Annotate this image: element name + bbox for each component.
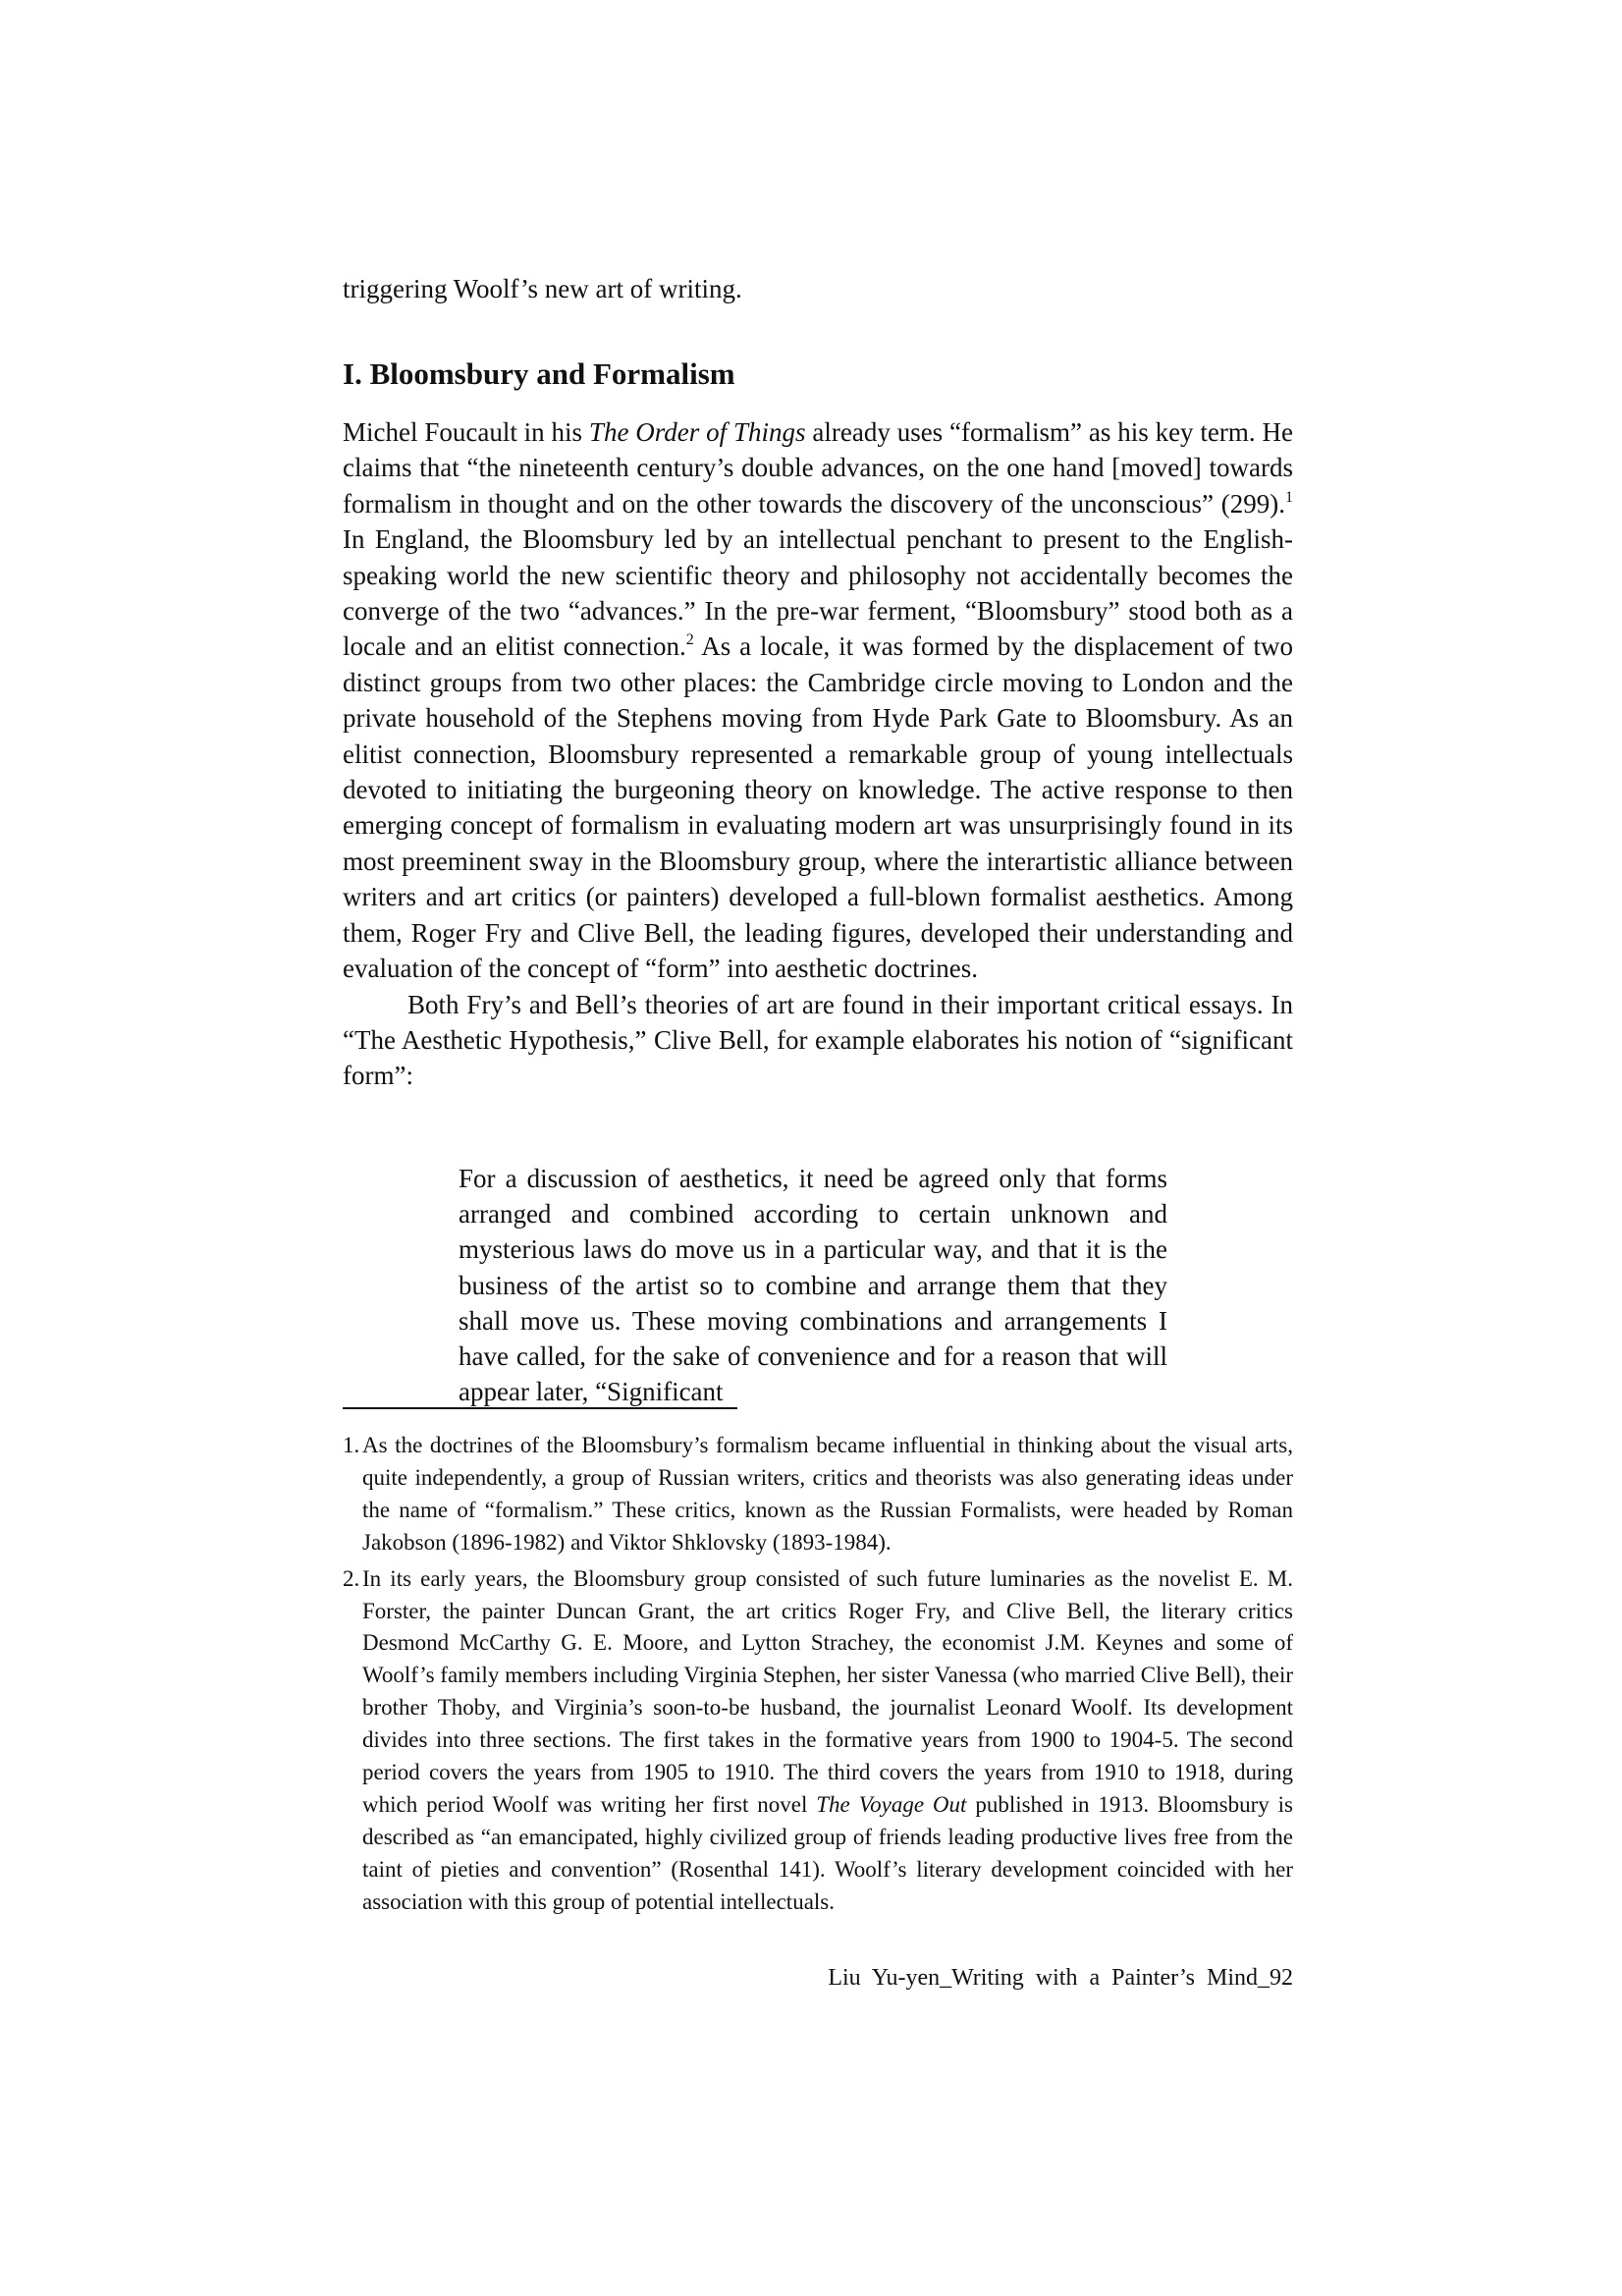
footnotes [343,1430,1293,1923]
paragraph-1-text-b: already uses “formalism” as his key term. He claims that “the nineteenth century’s double advances, on the one hand [moved] towards formalism in thought and on the other towards the discovery of the unconscious” (299). [343,417,1293,519]
footnote-divider [343,1407,737,1409]
footnote-2 [343,1563,1293,1919]
paragraph-1 [343,414,1293,987]
footnote-text-a: In its early years, the Bloomsbury group consisted of such future luminaries as the novelist E. M. Forster, the painter Duncan Grant, the art critics Roger Fry, and Clive Bell, the literary critics Desmond McCarthy G. E. Moore, and Lytton Strachey, the economist J.M. Keynes and some of Woolf’s family members including Virginia Stephen, her sister Vanessa (who married Clive Bell), their brother Thoby, and Virginia’s soon-to-be husband, the journalist Leonard Woolf. Its development divides into three sections. The first takes in the formative years from 1900 to 1904-5. The second period covers the years from 1905 to 1910. The third covers the years from 1910 to 1918, during which period Woolf was writing her first novel [362,1565,1293,1817]
paragraph-1-text-d: As a locale, it was formed by the displacement of two distinct groups from two other places: the Cambridge circle moving to London and the private household of the Stephens moving from Hyde Park Gate to Bloomsbury. As an elitist connection, Bloomsbury represented a remarkable group of young intellectuals devoted to initiating the burgeoning theory on knowledge. The active response to then emerging concept of formalism in evaluating modern art was unsurprisingly found in its most preeminent sway in the Bloomsbury group, where the interartistic alliance between writers and art critics (or painters) developed a full-blown formalist aesthetics. Among them, Roger Fry and Clive Bell, the leading figures, developed their understanding and evaluation of the concept of “form” into aesthetic doctrines. [343,631,1293,984]
footnote-1 [343,1430,1293,1559]
footnote-number: 2. [343,1565,360,1591]
block-quote: For a discussion of aesthetics, it need be agreed only that forms arranged and combined according to certain unknown and mysterious laws do move us in a particular way, and that it is the business of the artist so to combine and arrange them that they shall move us. These moving combinations and arrangements I have called, for the sake of convenience and for a reason that will appear later, “Significant [459,1164,1167,1407]
paragraph-2: Both Fry’s and Bell’s theories of art are found in their important critical essays. In “The Aesthetic Hypothesis,” Clive Bell, for example elaborates his notion of “significant form”: [343,989,1293,1091]
footnote-ref-1[interactable]: 1 [1285,488,1293,506]
book-title-order-of-things: The Order of Things [588,417,806,447]
paragraph-1-text-c: In England, the Bloomsbury led by an intellectual penchant to present to the English-speaking world the new scientific theory and philosophy not accidentally becomes the converge of the two “advances.” In the pre-war ferment, “Bloomsbury” stood both as a locale and an elitist connection. [343,524,1293,662]
footnote-text: As the doctrines of the Bloomsbury’s formalism became influential in thinking about the visual arts, quite independently, a group of Russian writers, critics and theorists was also generating ideas under the name of “formalism.” These critics, known as the Russian Formalists, were headed by Roman Jakobson (1896-1982) and Viktor Shklovsky (1893-1984). [362,1433,1293,1555]
footnote-ref-2[interactable]: 2 [685,631,694,649]
page [343,0,1293,2296]
section-heading: I. Bloomsbury and Formalism [343,356,735,391]
book-title-voyage-out: The Voyage Out [816,1791,967,1817]
carryover-line: triggering Woolf’s new art of writing. [343,274,742,303]
body-text [343,414,1293,1094]
footnote-number: 1. [343,1433,360,1457]
running-footer: Liu Yu-yen_Writing with a Painter’s Mind_92 [828,1965,1293,1991]
paragraph-1-text-a: Michel Foucault in his [343,417,589,447]
footnote-text-b: published in 1913. Bloomsbury is described as “an emancipated, highly civilized group of friends leading productive lives free from the taint of pieties and convention” (Rosenthal 141). Woolf’s literary development coincided with her association with this group of potential intellectuals. [362,1791,1293,1914]
